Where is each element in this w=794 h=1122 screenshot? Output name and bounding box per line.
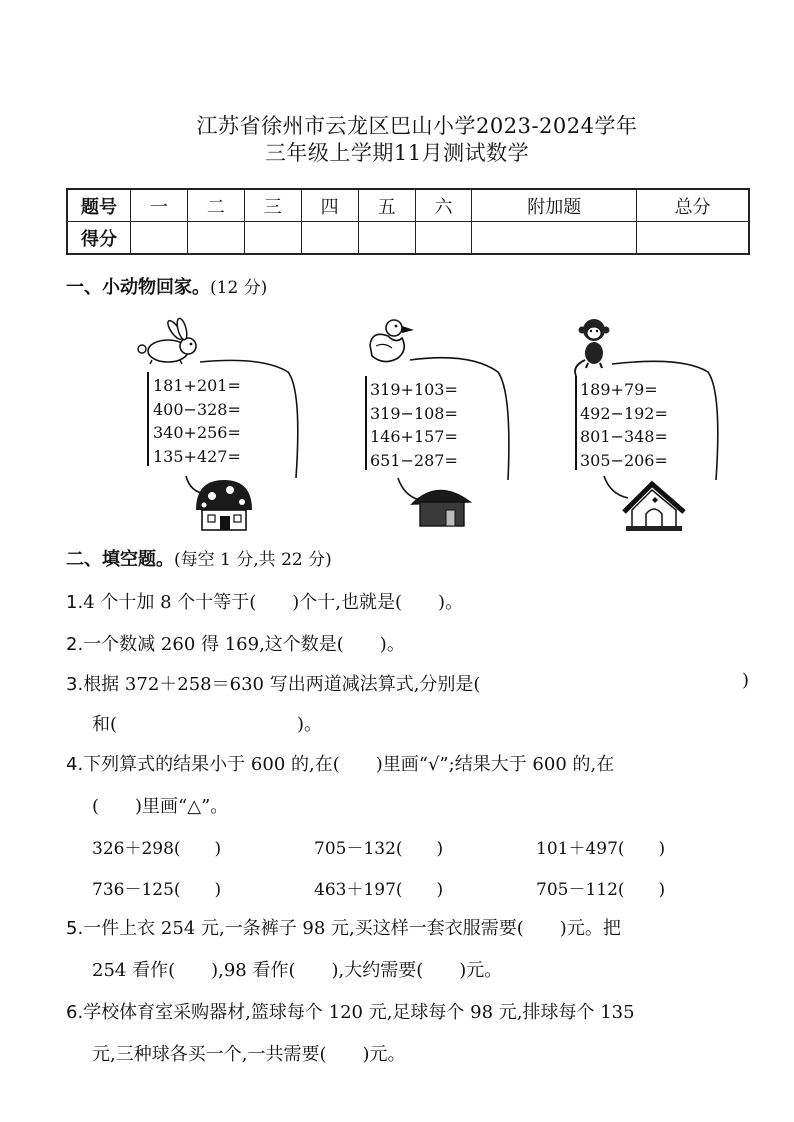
question-text: 下列算式的结果小于 600 的,在( )里画“√”;结果大于 600 的,在 (83, 754, 615, 775)
question-number: 3. (66, 674, 84, 695)
score-label: 得分 (67, 222, 131, 255)
question-number: 1. (66, 592, 84, 613)
exam-title-line1: 江苏省徐州市云龙区巴山小学2023-2024学年 (196, 114, 638, 138)
column-1: 一 (131, 189, 188, 222)
equation: 400−328= (153, 399, 241, 419)
equation-list-3 (580, 378, 668, 472)
section2-heading (66, 545, 332, 571)
section1-points: (12 分) (210, 278, 268, 298)
question-text: 根据 372＋258＝630 写出两道减法算式,分别是( (83, 674, 481, 695)
column-4: 四 (301, 189, 358, 222)
equation: 181+201= (153, 376, 241, 395)
equation-list-1 (153, 374, 241, 468)
question-3 (66, 670, 480, 696)
question-4 (66, 750, 614, 776)
question-text: 一个数减 260 得 169,这个数是( )。 (83, 634, 405, 655)
doghouse-icon (624, 484, 684, 531)
question-number: 4. (66, 754, 84, 775)
q4-item-2: 705－132( ) (314, 839, 444, 859)
hut-icon (412, 490, 470, 526)
monkey-icon (575, 319, 609, 376)
question-3-close-paren: ) (742, 670, 750, 691)
q4-item-1: 326＋298( ) (92, 839, 222, 859)
q4-item-5: 463＋197( ) (314, 880, 444, 900)
q4-item-4: 736－125( ) (92, 880, 222, 900)
section1-title: 一、小动物回家。 (66, 277, 210, 298)
question-number-label: 题号 (67, 189, 131, 222)
question-2 (66, 630, 405, 656)
duck-icon (370, 320, 414, 362)
question-1 (66, 588, 463, 614)
question-3-line2: 和( )。 (92, 714, 323, 735)
section2-title: 二、填空题。 (66, 549, 174, 570)
equation: 340+256= (153, 423, 241, 442)
section2-points: (每空 1 分,共 22 分) (174, 550, 332, 570)
equation: 319+103= (370, 380, 458, 399)
equation: 189+79= (580, 380, 658, 399)
equation: 146+157= (370, 427, 458, 446)
question-number: 6. (66, 1002, 84, 1023)
q4-item-6: 705－112( ) (536, 880, 666, 900)
question-4-line2: ( )里画“△”。 (92, 796, 229, 817)
column-2: 二 (187, 189, 244, 222)
group3-path-tail (604, 476, 628, 498)
question-text: 一件上衣 254 元,一条裤子 98 元,买这样一套衣服需要( )元。把 (83, 918, 621, 939)
question-text: 学校体育室采购器材,篮球每个 120 元,足球每个 98 元,排球每个 135 (83, 1002, 635, 1023)
question-6 (66, 998, 635, 1024)
rabbit-icon (138, 317, 196, 364)
q4-item-3: 101＋497( ) (536, 839, 666, 859)
column-6: 六 (415, 189, 472, 222)
question-5-line2: 254 看作( ),98 看作( ),大约需要( )元。 (92, 960, 503, 981)
equation: 319−108= (370, 403, 458, 423)
exam-title-line2: 三年级上学期11月测试数学 (264, 141, 530, 165)
equation: 135+427= (153, 446, 241, 466)
question-number: 5. (66, 918, 84, 939)
column-total: 总分 (637, 189, 749, 222)
question-number: 2. (66, 634, 84, 655)
equation: 305−206= (580, 450, 668, 470)
question-text: 4 个十加 8 个十等于( )个十,也就是( )。 (83, 592, 464, 613)
question-5 (66, 914, 621, 940)
column-3: 三 (244, 189, 301, 222)
group2-path-tail (398, 478, 420, 500)
equation: 492−192= (580, 403, 668, 423)
column-5: 五 (358, 189, 415, 222)
question-6-line2: 元,三种球各买一个,一共需要( )元。 (92, 1044, 406, 1065)
equation: 651−287= (370, 450, 458, 470)
equation: 801−348= (580, 427, 668, 446)
column-bonus: 附加题 (472, 189, 637, 222)
equation-list-2 (370, 378, 458, 472)
mushroom-house-icon (196, 480, 252, 530)
